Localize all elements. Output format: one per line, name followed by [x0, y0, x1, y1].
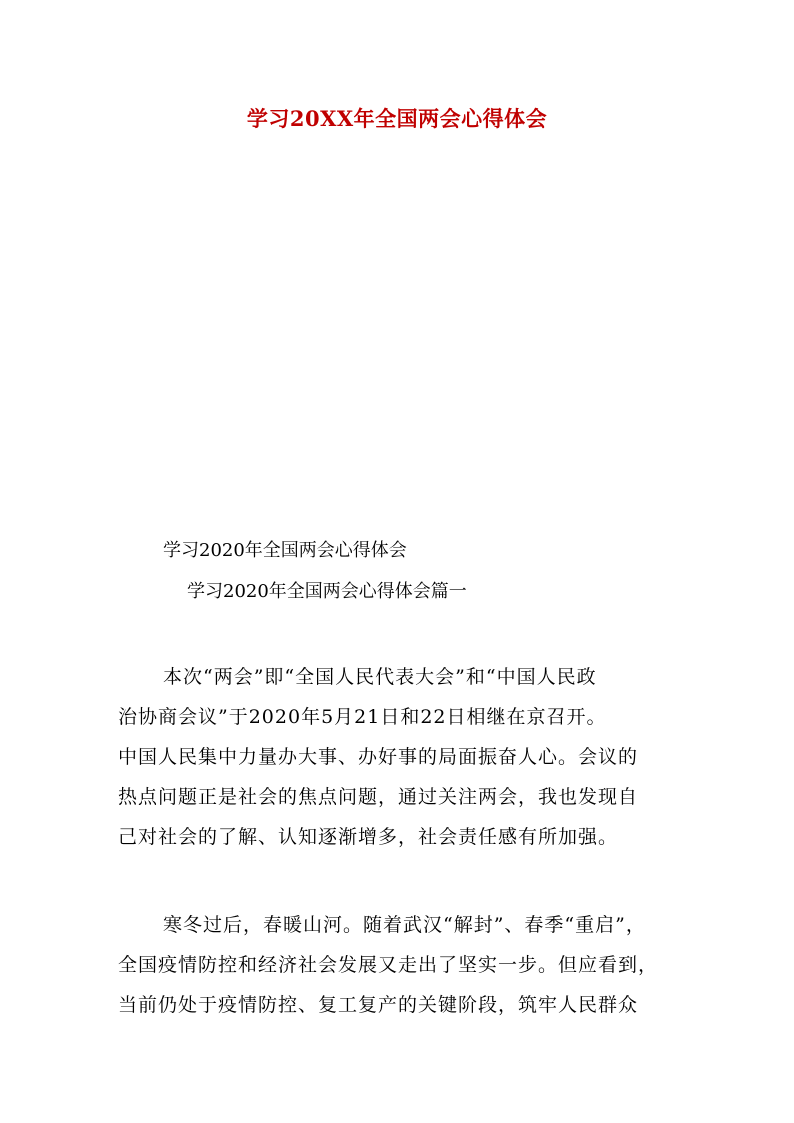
body-paragraph-2: [118, 905, 688, 1025]
section-subheading: 学习2020年全国两会心得体会篇一: [187, 581, 467, 602]
paragraph-line: 己对社会的了解、认知逐渐增多，社会责任感有所加强。: [118, 826, 619, 848]
paragraph-line: 热点问题正是社会的焦点问题，通过关注两会，我也发现自: [118, 786, 639, 808]
paragraph-line: 中国人民集中力量办大事、办好事的局面振奋人心。会议的: [118, 746, 639, 768]
section-heading: 学习2020年全国两会心得体会: [163, 540, 407, 561]
paragraph-line: 寒冬过后，春暖山河。随着武汉“解封”、春季“重启”，: [163, 914, 646, 936]
body-paragraph-1: [118, 657, 688, 857]
document-title: 学习20XX年全国两会心得体会: [246, 106, 548, 131]
paragraph-line: 治协商会议”于2020年5月21日和22日相继在京召开。: [118, 706, 607, 728]
paragraph-line: 当前仍处于疫情防控、复工复产的关键阶段，筑牢人民群众: [118, 994, 639, 1016]
paragraph-line: 本次“两会”即“全国人民代表大会”和“中国人民政: [163, 666, 597, 688]
paragraph-line: 全国疫情防控和经济社会发展又走出了坚实一步。但应看到，: [118, 954, 659, 976]
